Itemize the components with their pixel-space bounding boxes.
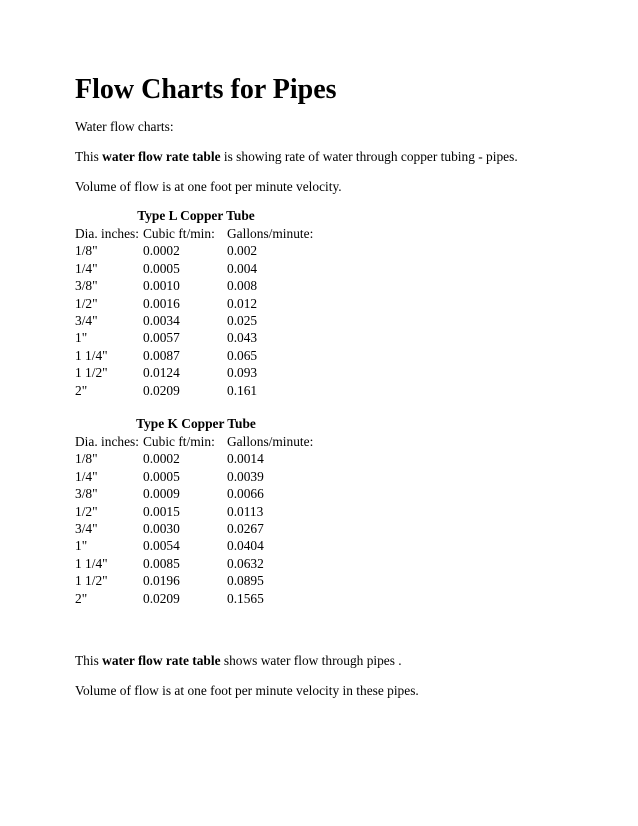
- cell-gallons: 0.0014: [227, 451, 264, 467]
- cell-gallons: 0.0113: [227, 503, 264, 519]
- cell-dia: 1/8": [75, 451, 98, 467]
- cell-gallons: 0.0066: [227, 486, 264, 502]
- table-row: [73, 485, 319, 502]
- table-row: [73, 468, 319, 485]
- cell-dia: 3/8": [75, 278, 98, 294]
- type-l-table-caption: Type L Copper Tube: [137, 208, 255, 223]
- cell-gallons: 0.1565: [227, 590, 264, 606]
- cell-dia: 1 1/2": [75, 573, 108, 589]
- cell-dia: 1/2": [75, 295, 98, 311]
- table-row: [73, 312, 319, 329]
- cell-gallons: 0.065: [227, 347, 258, 363]
- cell-gallons: 0.0267: [227, 521, 264, 537]
- cell-dia: 1/2": [75, 503, 98, 519]
- cell-dia: 1": [75, 330, 88, 346]
- cell-cubic-ft: 0.0002: [143, 451, 180, 467]
- type-k-table: [73, 415, 319, 607]
- cell-gallons: 0.004: [227, 260, 258, 276]
- table-row: [73, 382, 319, 399]
- table-row: [73, 537, 319, 554]
- description-text-end: is showing rate of water through copper tubing - pipes.: [220, 149, 518, 164]
- header-dia: Dia. inches:: [75, 226, 139, 241]
- cell-cubic-ft: 0.0005: [143, 260, 180, 276]
- cell-dia: 1/4": [75, 260, 98, 276]
- table-row: [73, 450, 319, 467]
- pipes-volume-note: Volume of flow is at one foot per minute velocity in these pipes.: [75, 683, 419, 698]
- header-gallons: Gallons/minute:: [227, 226, 314, 241]
- cell-dia: 1 1/4": [75, 347, 108, 363]
- type-l-table: [73, 207, 319, 399]
- cell-cubic-ft: 0.0015: [143, 503, 180, 519]
- table-header-row: [73, 225, 319, 242]
- table-row: [73, 277, 319, 294]
- cell-gallons: 0.0632: [227, 555, 264, 571]
- cell-dia: 1/4": [75, 468, 98, 484]
- table-row: [73, 364, 319, 381]
- description-text-start: This: [75, 149, 103, 164]
- cell-dia: 2": [75, 382, 88, 398]
- cell-cubic-ft: 0.0196: [143, 573, 180, 589]
- cell-cubic-ft: 0.0057: [143, 330, 180, 346]
- header-dia: Dia. inches:: [75, 434, 139, 449]
- cell-cubic-ft: 0.0030: [143, 521, 180, 537]
- cell-dia: 3/8": [75, 486, 98, 502]
- cell-gallons: 0.161: [227, 382, 258, 398]
- cell-gallons: 0.0404: [227, 538, 264, 554]
- volume-note: Volume of flow is at one foot per minute velocity.: [75, 179, 342, 194]
- table-row: [73, 329, 319, 346]
- cell-cubic-ft: 0.0034: [143, 313, 180, 329]
- cell-cubic-ft: 0.0005: [143, 468, 180, 484]
- type-l-table-body: [73, 242, 319, 399]
- cell-cubic-ft: 0.0010: [143, 278, 180, 294]
- cell-cubic-ft: 0.0209: [143, 590, 180, 606]
- cell-dia: 3/4": [75, 521, 98, 537]
- description-bold-text: water flow rate table: [102, 149, 221, 164]
- pipes-text-end: shows water flow through pipes .: [220, 653, 402, 668]
- cell-dia: 1 1/2": [75, 365, 108, 381]
- cell-cubic-ft: 0.0087: [143, 347, 180, 363]
- cell-cubic-ft: 0.0016: [143, 295, 180, 311]
- cell-cubic-ft: 0.0124: [143, 365, 180, 381]
- cell-gallons: 0.0039: [227, 468, 264, 484]
- table-header-row: [73, 433, 319, 450]
- table-row: [73, 347, 319, 364]
- page-title: Flow Charts for Pipes: [75, 74, 337, 105]
- cell-cubic-ft: 0.0054: [143, 538, 180, 554]
- description-paragraph: [75, 149, 518, 165]
- pipes-text-start: This: [75, 653, 103, 668]
- table-row: [73, 555, 319, 572]
- table-row: [73, 242, 319, 259]
- table-row: [73, 520, 319, 537]
- cell-gallons: 0.002: [227, 243, 258, 259]
- table-row: [73, 590, 319, 607]
- cell-gallons: 0.0895: [227, 573, 264, 589]
- cell-dia: 1/8": [75, 243, 98, 259]
- header-gallons: Gallons/minute:: [227, 434, 314, 449]
- pipes-paragraph: [75, 653, 402, 669]
- cell-gallons: 0.043: [227, 330, 258, 346]
- cell-cubic-ft: 0.0085: [143, 555, 180, 571]
- pipes-bold-text: water flow rate table: [102, 653, 221, 668]
- cell-gallons: 0.093: [227, 365, 258, 381]
- cell-gallons: 0.008: [227, 278, 258, 294]
- table-row: [73, 295, 319, 312]
- cell-cubic-ft: 0.0002: [143, 243, 180, 259]
- header-cubic-ft: Cubic ft/min:: [143, 434, 215, 449]
- type-k-table-caption: Type K Copper Tube: [136, 416, 256, 431]
- header-cubic-ft: Cubic ft/min:: [143, 226, 215, 241]
- cell-dia: 2": [75, 590, 88, 606]
- cell-gallons: 0.012: [227, 295, 258, 311]
- cell-dia: 3/4": [75, 313, 98, 329]
- type-k-table-body: [73, 450, 319, 607]
- table-row: [73, 260, 319, 277]
- cell-gallons: 0.025: [227, 313, 258, 329]
- cell-dia: 1 1/4": [75, 555, 108, 571]
- cell-cubic-ft: 0.0209: [143, 382, 180, 398]
- cell-dia: 1": [75, 538, 88, 554]
- table-row: [73, 572, 319, 589]
- table-row: [73, 503, 319, 520]
- cell-cubic-ft: 0.0009: [143, 486, 180, 502]
- intro-text: Water flow charts:: [75, 119, 174, 134]
